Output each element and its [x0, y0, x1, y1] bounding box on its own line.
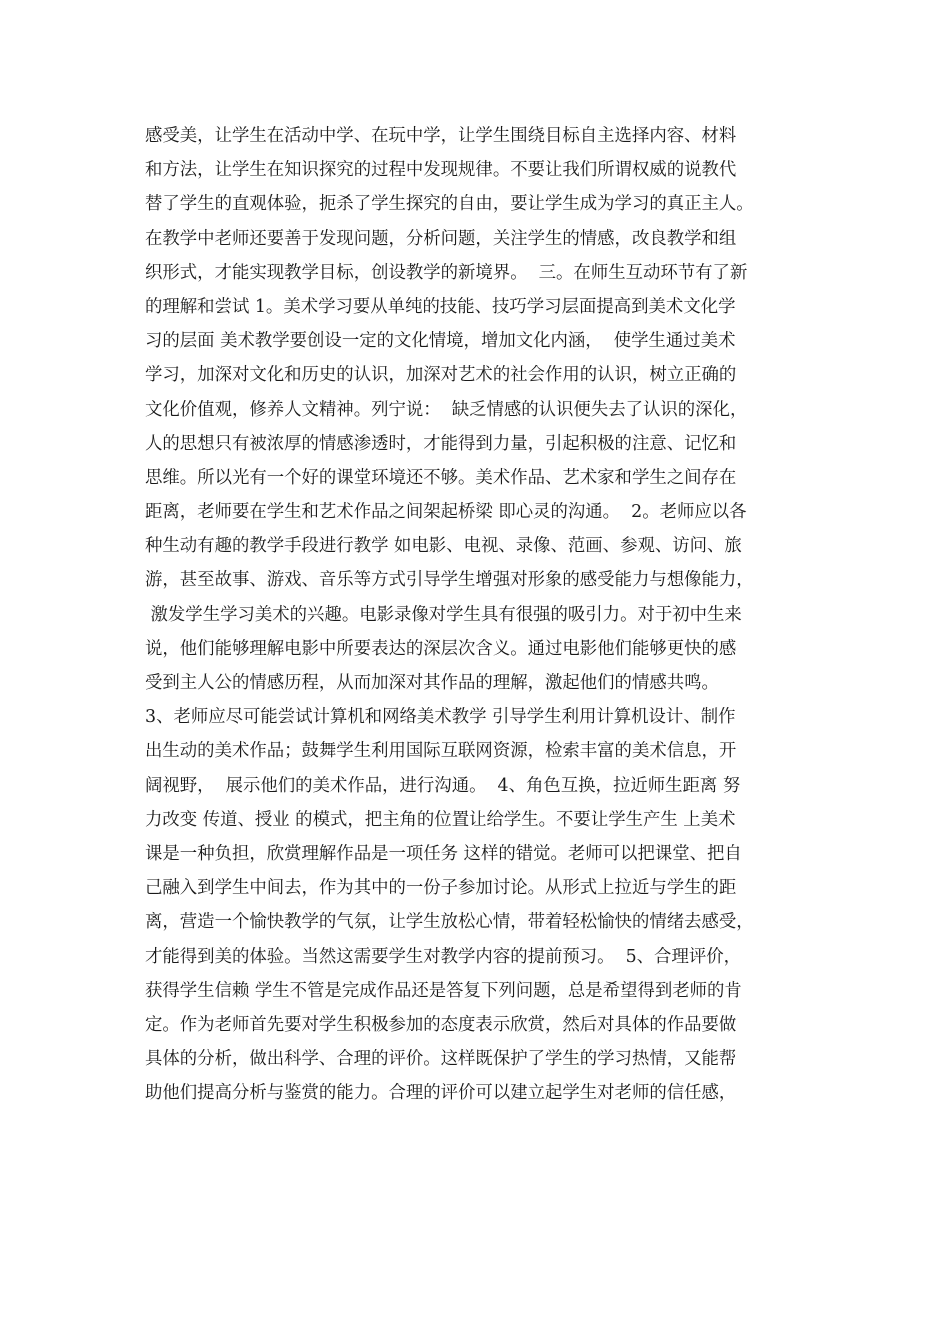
text-line: 定。作为老师首先要对学生积极参加的态度表示欣赏，然后对具体的作品要做: [145, 1014, 737, 1035]
text-line: 才能得到美的体验。当然这需要学生对教学内容的提前预习。 5、合理评价，: [145, 946, 742, 967]
text-line: 距离，老师要在学生和艺术作品之间架起桥梁 即心灵的沟通。 2。老师应以各: [145, 502, 747, 523]
text-line: 说，他们能够理解电影中所要表达的深层次含义。通过电影他们能够更快的感: [145, 638, 737, 659]
text-line: 织形式，才能实现教学目标，创设教学的新境界。 三。在师生互动环节有了新: [145, 262, 748, 283]
text-line: 感受美，让学生在活动中学、在玩中学，让学生围绕目标自主选择内容、材料: [145, 126, 737, 146]
text-line: 学习，加深对文化和历史的认识，加深对艺术的社会作用的认识，树立正确的: [145, 365, 737, 386]
text-line: 获得学生信赖 学生不管是完成作品还是答复下列问题，总是希望得到老师的肯: [145, 980, 742, 1001]
text-line: 3、老师应尽可能尝试计算机和网络美术教学 引导学生利用计算机设计、制作: [145, 707, 736, 728]
text-line: 己融入到学生中间去，作为其中的一份子参加讨论。从形式上拉近与学生的距: [145, 878, 737, 899]
text-line: 习的层面 美术教学要创设一定的文化情境，增加文化内涵， 使学生通过美术: [145, 331, 736, 352]
text-line: 文化价值观，修养人文精神。列宁说： 缺乏情感的认识便失去了认识的深化，: [145, 399, 748, 420]
text-line: 离，营造一个愉快教学的气氛，让学生放松心情，带着轻松愉快的情绪去感受，: [145, 912, 754, 933]
text-line: 替了学生的直观体验，扼杀了学生探究的自由，要让学生成为学习的真正主人。: [145, 194, 754, 215]
text-line: 具体的分析，做出科学、合理的评价。这样既保护了学生的学习热情，又能帮: [145, 1049, 737, 1070]
text-line: 人的思想只有被浓厚的情感渗透时，才能得到力量，引起积极的注意、记忆和: [145, 433, 737, 454]
text-line: 的理解和尝试 1。美术学习要从单纯的技能、技巧学习层面提高到美术文化学: [145, 296, 736, 317]
text-line: 和方法，让学生在知识探究的过程中发现规律。不要让我们所谓权威的说教代: [145, 160, 737, 181]
body-text: [145, 119, 809, 1110]
text-line: 思维。所以光有一个好的课堂环境还不够。美术作品、艺术家和学生之间存在: [145, 467, 737, 488]
text-line: 助他们提高分析与鉴赏的能力。合理的评价可以建立起学生对老师的信任感，: [145, 1083, 737, 1104]
text-line: 阔视野， 展示他们的美术作品，进行沟通。 4、角色互换，拉近师生距离 努: [145, 775, 741, 796]
text-line: 出生动的美术作品；鼓舞学生利用国际互联网资源，检索丰富的美术信息，开: [145, 741, 737, 762]
text-line: 受到主人公的情感历程，从而加深对其作品的理解，激起他们的情感共鸣。: [145, 673, 719, 693]
text-line: 课是一种负担，欣赏理解作品是一项任务 这样的错觉。老师可以把课堂、把自: [145, 843, 742, 864]
text-line: 游，甚至故事、游戏、音乐等方式引导学生增强对形象的感受能力与想像能力，: [145, 570, 754, 591]
text-line: 力改变 传道、授业 的模式，把主角的位置让给学生。不要让学生产生 上美术: [145, 809, 736, 830]
text-line: 在教学中老师还要善于发现问题，分析问题，关注学生的情感，改良教学和组: [145, 228, 737, 249]
text-line: 激发学生学习美术的兴趣。电影录像对学生具有很强的吸引力。对于初中生来: [145, 604, 742, 625]
text-line: 种生动有趣的教学手段进行教学 如电影、电视、录像、范画、参观、访问、旅: [145, 536, 742, 557]
